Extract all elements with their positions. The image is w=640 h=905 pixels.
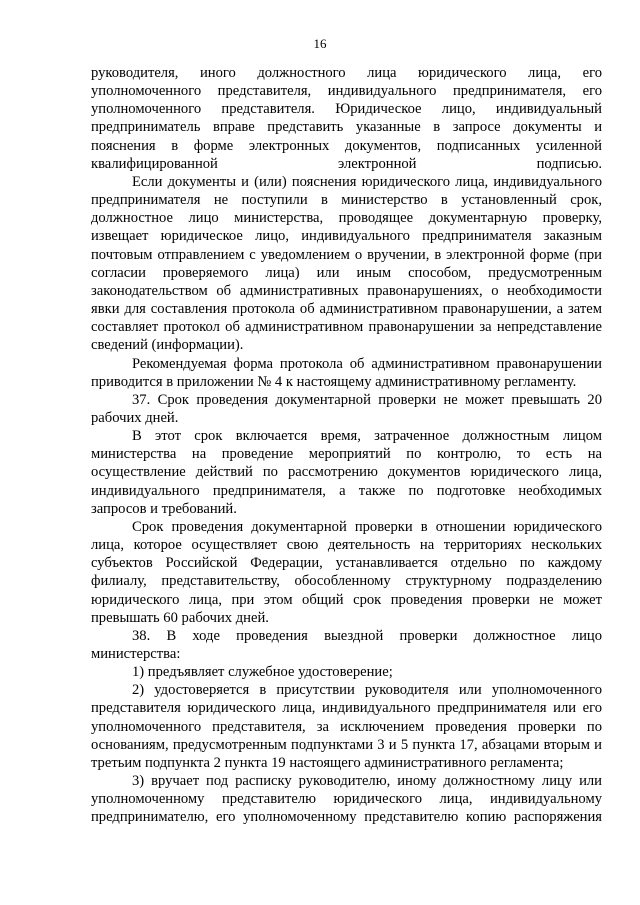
paragraph: Рекомендуемая форма протокола об административном правонарушении приводится в приложении № 4 к настоящему административному регламенту. [91,355,602,390]
paragraph: руководителя, иного должностного лица юридического лица, его уполномоченного представителя, индивидуального предпринимателя, его уполномоченного представителя. Юридическое лицо, индивидуальный предприниматель вправе представить указанные в запросе документы и пояснения в форме электронных документов, подписанных усиленной квалифицированной электронной подписью. [91,65,602,172]
paragraph: Если документы и (или) пояснения юридического лица, индивидуального предпринимателя не поступили в министерство в установленный срок, должностное лицо министерства, проводящее документарную проверку, извещает юридическое лицо, индивидуального предпринимателя заказным почтовым отправлением с уведомлением о вручении, в электронной форме (при согласии проверяемого лица) или иным способом, предусмотренным законодательством об административных правонарушениях, о необходимости явки для составления протокола об административном правонарушении, а затем составляет протокол об административном правонарушении за непредставление сведений (информации). [91,173,602,354]
paragraph: 1) предъявляет служебное удостоверение; [132,664,393,681]
document-body [91,64,602,827]
paragraph: Срок проведения документарной проверки в отношении юридического лица, которое осуществляет свою деятельность на территориях нескольких субъектов Российской Федерации, устанавливается отдельно по каждому филиалу, представительству, обособленному структурному подразделению юридического лица, при этом общий срок проведения проверки не может превышать 60 рабочих дней. [91,518,602,626]
paragraph: 37. Срок проведения документарной проверки не может превышать 20 рабочих дней. [91,391,602,426]
paragraph: 38. В ходе проведения выездной проверки должностное лицо министерства: [91,627,602,662]
page-number: 16 [313,36,327,51]
paragraph: 2) удостоверяется в присутствии руководителя или уполномоченного представителя юридического лица, индивидуального предпринимателя или его уполномоченного представителя, за исключением проведения проверки по основаниям, предусмотренным подпунктами 3 и 5 пункта 17, абзацами вторым и третьим подпункта 2 пункта 19 настоящего административного регламента; [91,682,602,771]
paragraph: В этот срок включается время, затраченное должностным лицом министерства на проведение мероприятий по контролю, то есть на осуществление действий по рассмотрению документов юридического лица, индивидуального предпринимателя, а также по подготовке необходимых запросов и требований. [91,428,602,517]
paragraph: 3) вручает под расписку руководителю, иному должностному лицу или уполномоченному представителю юридического лица, индивидуальному предпринимателю, его уполномоченному представителю копию распоряжения [91,773,602,826]
